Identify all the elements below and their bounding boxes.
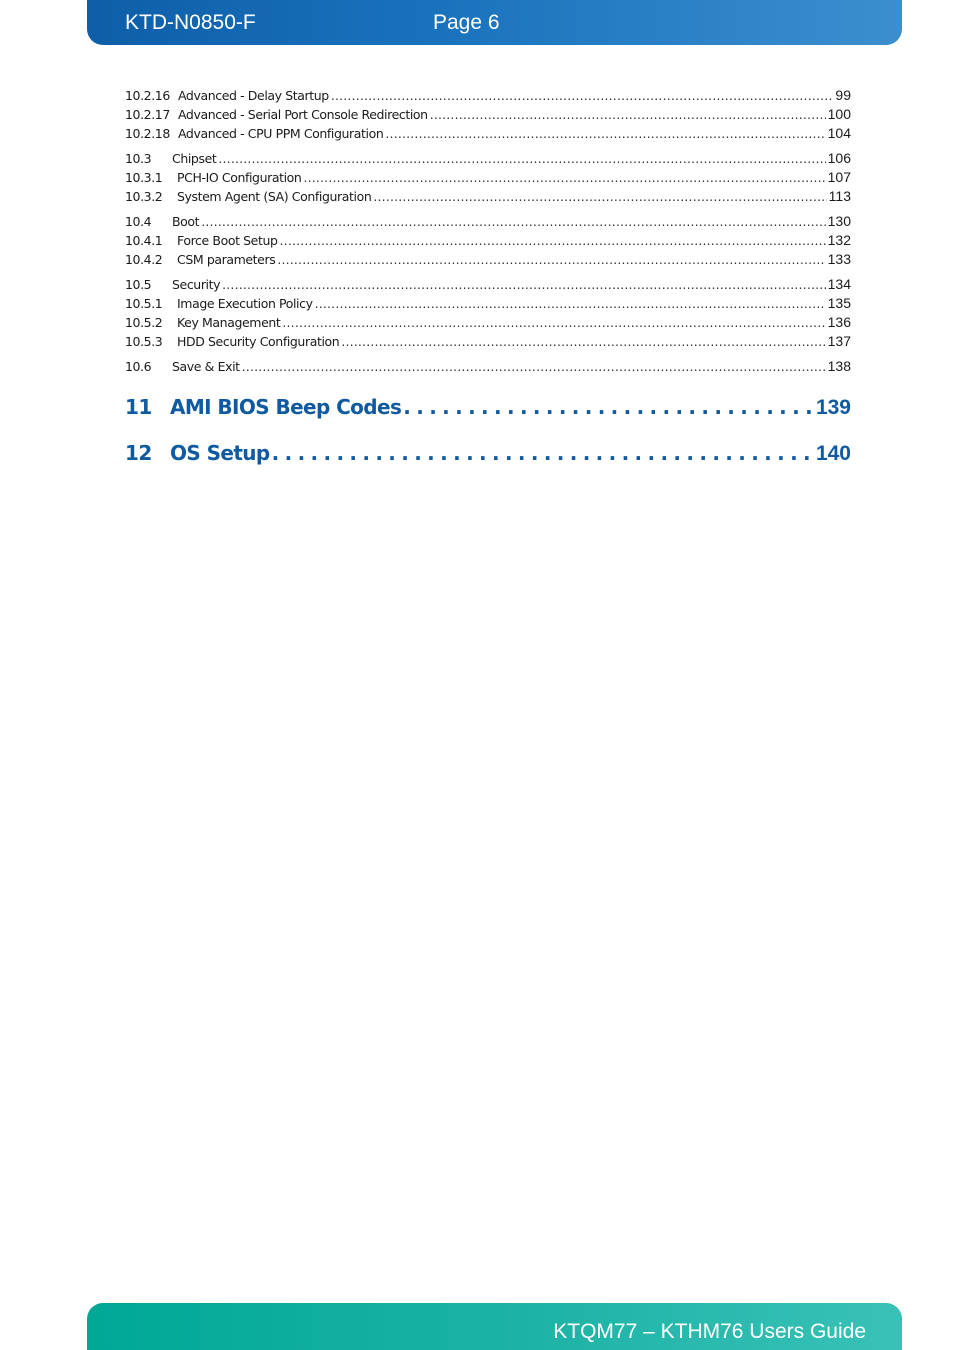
table-of-contents <box>125 86 851 476</box>
toc-entry-number: 10.3.2 <box>125 189 163 204</box>
dot-leader <box>272 430 814 476</box>
toc-entry-number: 10.4.2 <box>125 252 163 267</box>
dot-leader <box>222 275 826 294</box>
dot-leader <box>430 105 826 124</box>
toc-entry-title: System Agent (SA) Configuration <box>177 189 372 204</box>
page-header <box>87 0 902 45</box>
toc-entry-page: 104 <box>827 125 851 141</box>
toc-entry-number: 10.2.16 <box>125 88 170 103</box>
dot-leader <box>201 212 825 231</box>
toc-entry[interactable] <box>125 105 851 124</box>
toc-entry[interactable] <box>125 250 851 269</box>
toc-entry-page: 130 <box>827 213 851 229</box>
dot-leader <box>218 149 825 168</box>
dot-leader <box>403 384 814 430</box>
toc-entry-page: 106 <box>827 150 851 166</box>
toc-entry-title: Advanced - Delay Startup <box>178 88 329 103</box>
toc-entry-page: 134 <box>827 276 851 292</box>
guide-title: KTQM77 – KTHM76 Users Guide <box>553 1320 866 1343</box>
toc-entry-title: Force Boot Setup <box>177 233 278 248</box>
toc-entry-title: Advanced - CPU PPM Configuration <box>178 126 384 141</box>
toc-entry[interactable] <box>125 294 851 313</box>
toc-entry-title: Image Execution Policy <box>177 296 313 311</box>
dot-leader <box>373 187 826 206</box>
toc-entry[interactable] <box>125 168 851 187</box>
toc-entry-number: 11 <box>125 395 152 419</box>
toc-entry-page: 100 <box>827 106 851 122</box>
toc-entry-number: 10.3.1 <box>125 170 163 185</box>
toc-entry-page: 138 <box>827 358 851 374</box>
toc-entry[interactable] <box>125 231 851 250</box>
toc-entry[interactable] <box>125 313 851 332</box>
page-number: Page 6 <box>433 11 500 34</box>
toc-entry-page: 133 <box>827 251 851 267</box>
toc-entry-page: 113 <box>828 188 851 204</box>
dot-leader <box>315 294 826 313</box>
toc-entry-title: Boot <box>172 214 200 229</box>
toc-entry-number: 10.4.1 <box>125 233 163 248</box>
toc-entry-number: 10.6 <box>125 359 152 374</box>
toc-entry[interactable] <box>125 357 851 376</box>
dot-leader <box>277 250 825 269</box>
toc-entry-number: 10.2.17 <box>125 107 170 122</box>
toc-entry-page: 136 <box>827 314 851 330</box>
toc-entry-number: 10.5.2 <box>125 315 163 330</box>
toc-entry-page: 137 <box>827 333 851 349</box>
toc-entry-title: Chipset <box>172 151 217 166</box>
toc-entry-title: Save & Exit <box>172 359 240 374</box>
toc-entry-page: 99 <box>835 87 851 103</box>
toc-entry-title: Security <box>172 277 221 292</box>
toc-entry[interactable] <box>125 124 851 143</box>
toc-entry-title: PCH-IO Configuration <box>177 170 302 185</box>
toc-entry-number: 10.4 <box>125 214 152 229</box>
toc-entry-title: HDD Security Configuration <box>177 334 340 349</box>
toc-chapter-entry[interactable] <box>125 384 851 430</box>
dot-leader <box>280 231 826 250</box>
toc-entry-number: 10.5.1 <box>125 296 163 311</box>
toc-entry-title: AMI BIOS Beep Codes <box>170 395 402 419</box>
page-footer <box>87 1303 902 1350</box>
toc-entry-number: 10.5.3 <box>125 334 163 349</box>
dot-leader <box>303 168 825 187</box>
toc-entry-title: OS Setup <box>170 441 270 465</box>
toc-entry[interactable] <box>125 86 851 105</box>
toc-entry[interactable] <box>125 149 851 168</box>
dot-leader <box>242 357 826 376</box>
document-id: KTD-N0850-F <box>125 11 256 34</box>
toc-entry-page: 139 <box>815 396 851 419</box>
toc-entry[interactable] <box>125 187 851 206</box>
toc-entry-number: 12 <box>125 441 152 465</box>
toc-entry[interactable] <box>125 332 851 351</box>
toc-entry-page: 140 <box>815 442 851 465</box>
toc-entry-page: 132 <box>827 232 851 248</box>
dot-leader <box>282 313 825 332</box>
dot-leader <box>385 124 825 143</box>
dot-leader <box>341 332 825 351</box>
toc-entry-number: 10.3 <box>125 151 152 166</box>
toc-entry[interactable] <box>125 275 851 294</box>
toc-entry-page: 135 <box>827 295 851 311</box>
toc-entry-number: 10.5 <box>125 277 152 292</box>
toc-entry-title: Key Management <box>177 315 281 330</box>
dot-leader <box>331 86 834 105</box>
toc-entry-number: 10.2.18 <box>125 126 170 141</box>
toc-entry-page: 107 <box>827 169 851 185</box>
toc-chapter-entry[interactable] <box>125 430 851 476</box>
toc-entry-title: CSM parameters <box>177 252 276 267</box>
toc-entry[interactable] <box>125 212 851 231</box>
toc-entry-title: Advanced - Serial Port Console Redirection <box>178 107 428 122</box>
